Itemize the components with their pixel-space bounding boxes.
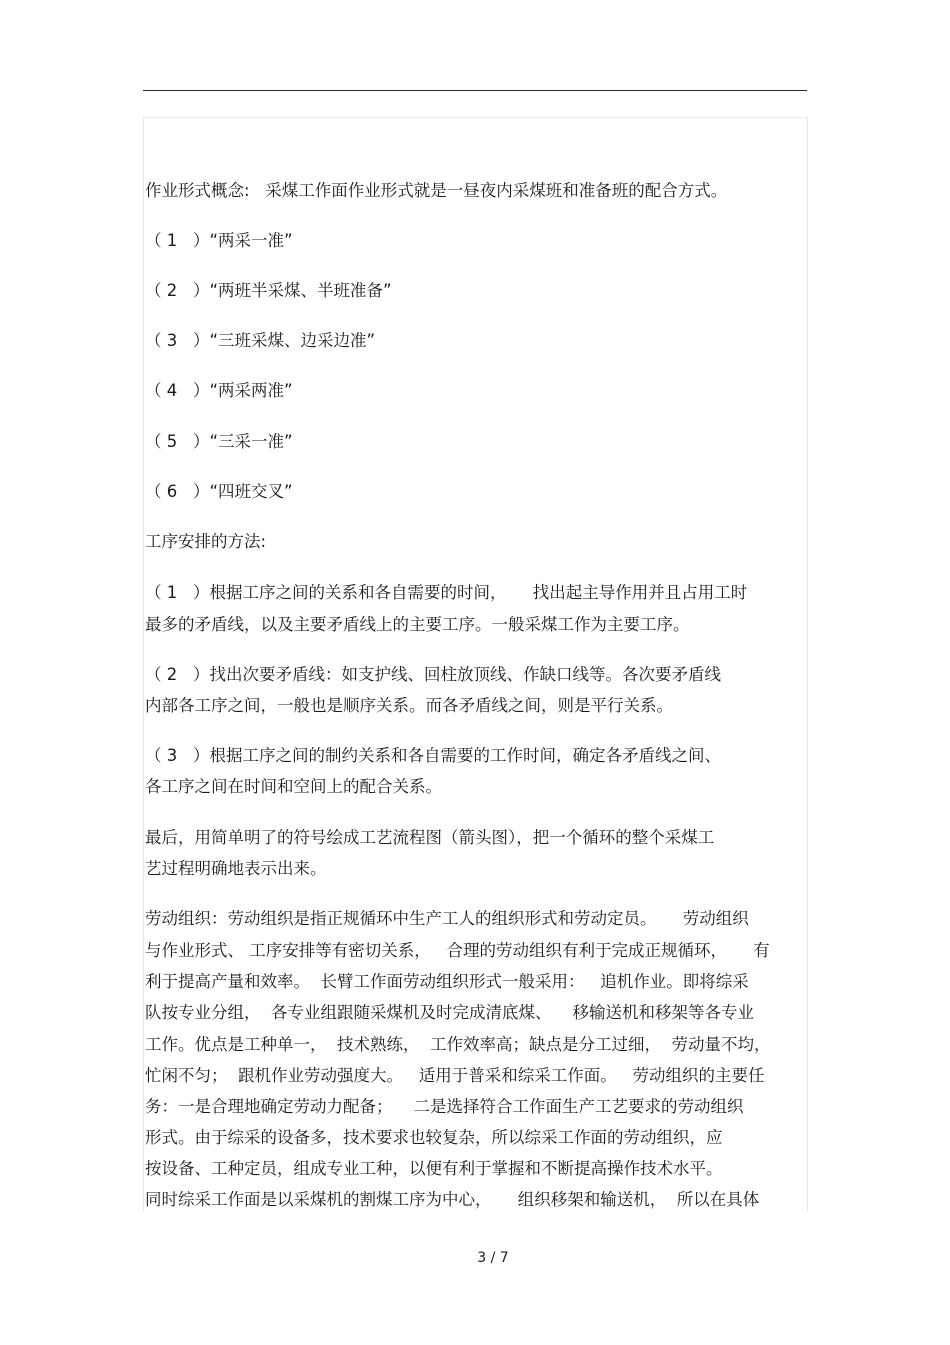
method-3-line-1: （ 3 ）根据工序之间的制约关系和各自需要的工作时间，确定各矛盾线之间、 xyxy=(145,746,721,765)
concept-paragraph: 作业形式概念: 采煤工作面作业形式就是一昼夜内采煤班和准备班的配合方式。 xyxy=(145,181,728,200)
method-2-line-2: 内部各工序之间，一般也是顺序关系。而各矛盾线之间，则是平行关系。 xyxy=(145,696,673,715)
method-2-line-1: （ 2 ）找出次要矛盾线：如支护线、回柱放顶线、作缺口线等。各次要矛盾线 xyxy=(145,665,721,684)
method-3-line-2: 各工序之间在时间和空间上的配合关系。 xyxy=(145,777,442,796)
labor-line-3: 利于提高产量和效率。 长臂工作面劳动组织形式一般采用： 追机作业。即将综采 xyxy=(145,972,749,991)
form-item-4: （ 4 ）“两采两准” xyxy=(145,381,293,400)
labor-line-2: 与作业形式、 工序安排等有密切关系， 合理的劳动组织有利于完成正规循环， 有 xyxy=(145,941,770,960)
header-rule xyxy=(143,90,807,91)
method-1-line-2: 最多的矛盾线，以及主要矛盾线上的主要工序。一般采煤工作为主要工序。 xyxy=(145,615,690,634)
labor-line-9: 按设备、工种定员，组成专业工种，以便有利于掌握和不断提高操作技术水平。 xyxy=(145,1159,723,1178)
form-item-2: （ 2 ）“两班半采煤、半班准备” xyxy=(145,281,392,300)
form-item-5: （ 5 ）“三采一准” xyxy=(145,432,293,451)
final-line-1: 最后，用简单明了的符号绘成工艺流程图（箭头图），把一个循环的整个采煤工 xyxy=(145,828,715,847)
labor-line-4: 队按专业分组， 各专业组跟随采煤机及时完成清底煤、 移输送机和移架等各专业 xyxy=(145,1003,754,1022)
method-1-line-1: （ 1 ）根据工序之间的关系和各自需要的时间， 找出起主导作用并且占用工时 xyxy=(145,583,748,602)
page-number: 3 / 7 xyxy=(477,1250,509,1266)
labor-line-8: 形式。由于综采的设备多，技术要求也较复杂，所以综采工作面的劳动组织，应 xyxy=(145,1128,723,1147)
form-item-1: （ 1 ）“两采一准” xyxy=(145,231,293,250)
labor-line-5: 工作。优点是工种单一， 技术熟练， 工作效率高；缺点是分工过细， 劳动量不均， xyxy=(145,1035,771,1054)
labor-line-10: 同时综采工作面是以采煤机的割煤工序为中心， 组织移架和输送机， 所以在具体 xyxy=(145,1190,760,1209)
labor-line-6: 忙闲不匀； 跟机作业劳动强度大。 适用于普采和综采工作面。 劳动组织的主要任 xyxy=(145,1066,765,1085)
form-item-3: （ 3 ）“三班采煤、边采边准” xyxy=(145,331,376,350)
method-heading: 工序安排的方法: xyxy=(145,532,267,551)
labor-line-1: 劳动组织：劳动组织是指正规循环中生产工人的组织形式和劳动定员。 劳动组织 xyxy=(145,909,749,928)
form-item-6: （ 6 ）“四班交叉” xyxy=(145,482,293,501)
labor-line-7: 务：一是合理地确定劳动力配备； 二是选择符合工作面生产工艺要求的劳动组织 xyxy=(145,1097,744,1116)
final-line-2: 艺过程明确地表示出来。 xyxy=(145,859,327,878)
